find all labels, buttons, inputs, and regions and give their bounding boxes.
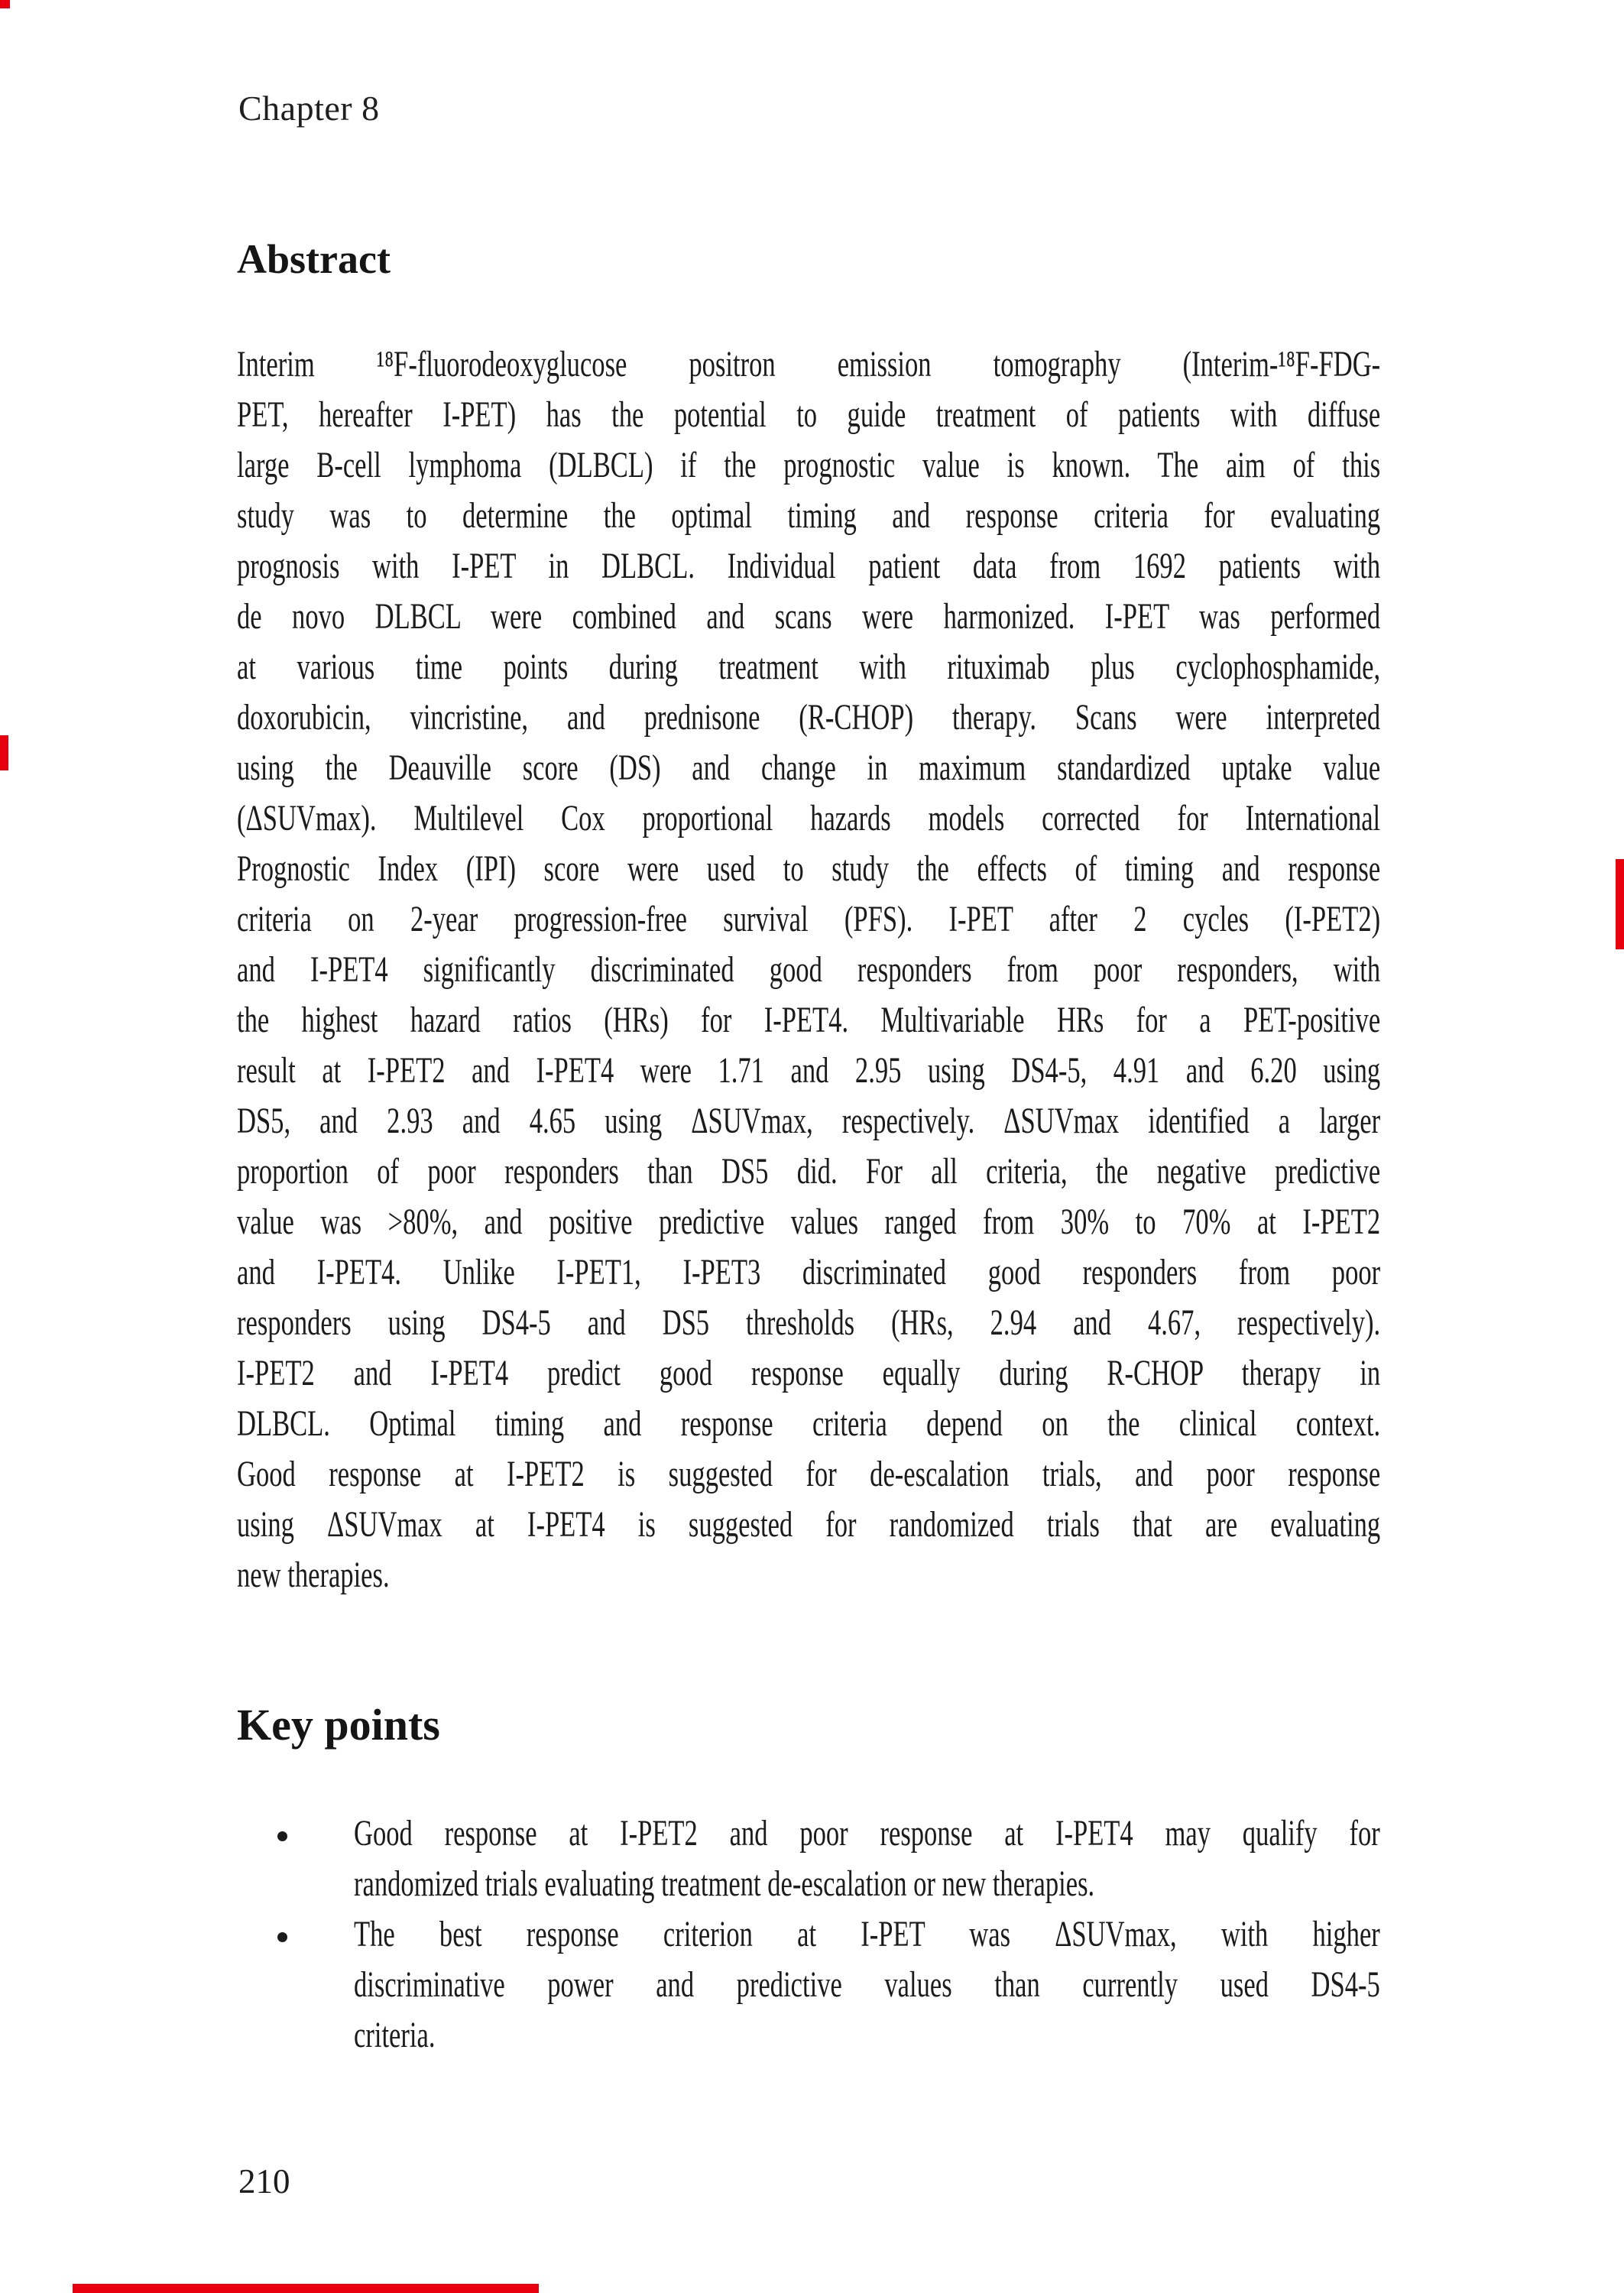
abstract-line: (ΔSUVmax). Multilevel Cox proportional hazards models corrected for International xyxy=(237,798,1381,838)
abstract-line: DLBCL. Optimal timing and response criteria depend on the clinical context. xyxy=(237,1403,1381,1444)
key-point-line: discriminative power and predictive values than currently used DS4-5 xyxy=(354,1964,1380,2005)
red-edge-artifact-left xyxy=(0,735,8,770)
abstract-line: large B-cell lymphoma (DLBCL) if the prognostic value is known. The aim of this xyxy=(237,445,1381,485)
key-points-heading: Key points xyxy=(237,1700,440,1750)
abstract-line: and I-PET4 significantly discriminated good responders from poor responders, with xyxy=(237,949,1381,990)
key-point-line: criteria. xyxy=(354,2015,436,2055)
abstract-line: using the Deauville score (DS) and change in maximum standardized uptake value xyxy=(237,748,1381,788)
bullet-icon xyxy=(277,1932,287,1942)
key-point-line: The best response criterion at I-PET was ΔSUVmax, with higher xyxy=(354,1914,1380,1954)
abstract-line: using ΔSUVmax at I-PET4 is suggested for randomized trials that are evaluating xyxy=(237,1504,1381,1545)
key-point-line: randomized trials evaluating treatment de-escalation or new therapies. xyxy=(354,1863,1095,1904)
abstract-line: de novo DLBCL were combined and scans were harmonized. I-PET was performed xyxy=(237,596,1381,637)
abstract-line: Good response at I-PET2 is suggested for de-escalation trials, and poor response xyxy=(237,1454,1381,1494)
bullet-icon xyxy=(277,1831,287,1841)
red-edge-artifact-top-left xyxy=(0,0,10,8)
abstract-heading: Abstract xyxy=(237,236,391,282)
abstract-line: new therapies. xyxy=(237,1555,390,1595)
abstract-line: study was to determine the optimal timing and response criteria for evaluating xyxy=(237,495,1381,536)
abstract-line: proportion of poor responders than DS5 did. For all criteria, the negative predictive xyxy=(237,1151,1381,1192)
abstract-line: result at I-PET2 and I-PET4 were 1.71 and 2.95 using DS4-5, 4.91 and 6.20 using xyxy=(237,1050,1381,1091)
abstract-line: prognosis with I-PET in DLBCL. Individual patient data from 1692 patients with xyxy=(237,546,1381,586)
abstract-line: criteria on 2-year progression-free survival (PFS). I-PET after 2 cycles (I-PET2) xyxy=(237,899,1381,939)
abstract-line: I-PET2 and I-PET4 predict good response equally during R-CHOP therapy in xyxy=(237,1353,1381,1393)
abstract-line: DS5, and 2.93 and 4.65 using ΔSUVmax, respectively. ΔSUVmax identified a larger xyxy=(237,1101,1381,1141)
abstract-paragraph xyxy=(237,339,1380,1601)
chapter-header: Chapter 8 xyxy=(238,89,380,128)
page-number: 210 xyxy=(238,2162,290,2201)
list-item xyxy=(354,1808,1380,1909)
abstract-line: Prognostic Index (IPI) score were used to study the effects of timing and response xyxy=(237,848,1381,889)
abstract-line: doxorubicin, vincristine, and prednisone (R-CHOP) therapy. Scans were interpreted xyxy=(237,697,1381,738)
abstract-line: and I-PET4. Unlike I-PET1, I-PET3 discriminated good responders from poor xyxy=(237,1252,1381,1292)
red-edge-artifact-bottom xyxy=(73,2284,539,2293)
abstract-line: PET, hereafter I-PET) has the potential to guide treatment of patients with diffuse xyxy=(237,394,1381,435)
abstract-line: Interim ¹⁸F-fluorodeoxyglucose positron emission tomography (Interim-¹⁸F-FDG- xyxy=(237,344,1381,384)
abstract-line: at various time points during treatment with rituximab plus cyclophosphamide, xyxy=(237,647,1381,687)
abstract-line: the highest hazard ratios (HRs) for I-PET4. Multivariable HRs for a PET-positive xyxy=(237,1000,1381,1040)
abstract-line: value was >80%, and positive predictive values ranged from 30% to 70% at I-PET2 xyxy=(237,1202,1381,1242)
list-item xyxy=(354,1909,1380,2061)
key-points-list xyxy=(354,1808,1380,2061)
abstract-line: responders using DS4-5 and DS5 thresholds (HRs, 2.94 and 4.67, respectively). xyxy=(237,1302,1381,1343)
key-point-line: Good response at I-PET2 and poor response at I-PET4 may qualify for xyxy=(354,1813,1380,1854)
red-edge-artifact-right xyxy=(1616,859,1624,949)
